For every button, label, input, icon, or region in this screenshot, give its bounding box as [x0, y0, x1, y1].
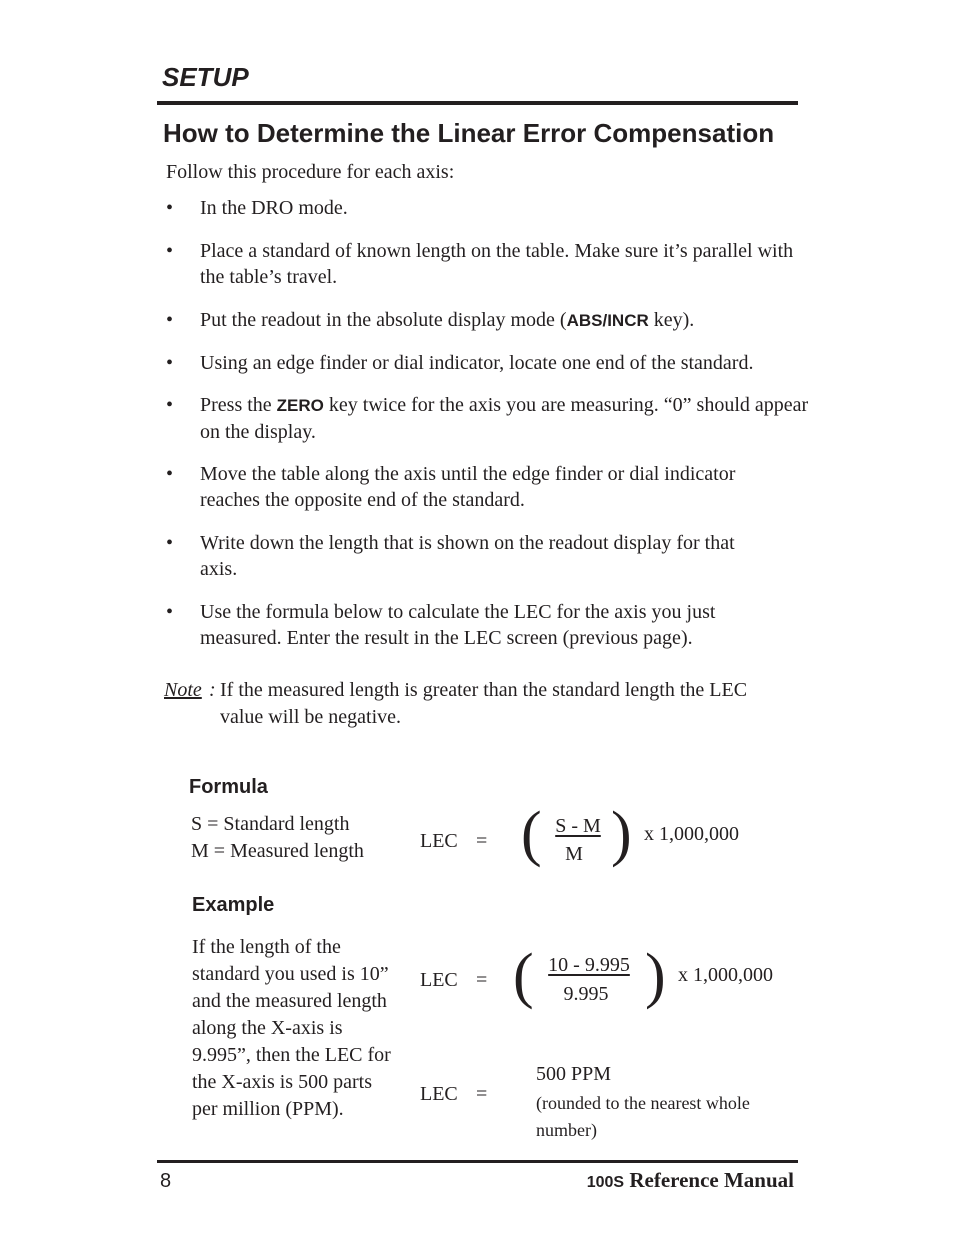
example-paren-close: ): [645, 942, 666, 1010]
manual-title-text: Reference Manual: [624, 1168, 794, 1192]
bullet-glyph: •: [166, 352, 174, 374]
formula-lec-label: LEC: [420, 830, 458, 852]
zero-key: ZERO: [276, 396, 324, 415]
bullet-glyph: •: [166, 532, 174, 554]
formula-denominator: M: [565, 843, 583, 865]
note-colon: :: [209, 679, 216, 701]
page-number: 8: [160, 1170, 172, 1192]
page-title: How to Determine the Linear Error Compensation: [163, 118, 775, 148]
example-multiplier: x 1,000,000: [678, 964, 773, 986]
result-lec-label: LEC: [420, 1083, 458, 1105]
formula-def-s: S = Standard length: [191, 813, 350, 835]
step-text: Use the formula below to calculate the LEC for the axis you just measured. Enter the result in the LEC screen (previous page).: [200, 601, 716, 649]
result-note: (rounded to the nearest whole number): [536, 1093, 750, 1140]
formula-paren-close: ): [611, 800, 632, 868]
example-heading: Example: [192, 894, 275, 916]
intro-text: Follow this procedure for each axis:: [166, 161, 455, 183]
step-text: Press the ZERO key twice for the axis you are measuring. “0” should appear on the display.: [200, 394, 809, 443]
footer-rule: [157, 1160, 798, 1163]
abs-incr-key: ABS/INCR: [566, 311, 649, 330]
formula-def-m: M = Measured length: [191, 840, 364, 862]
formula-equals: =: [476, 830, 488, 852]
step-text: Put the readout in the absolute display mode (ABS/INCR key).: [200, 309, 695, 331]
step-text: Move the table along the axis until the edge finder or dial indicator reaches the opposite end of the standard.: [200, 463, 736, 511]
section-label: SETUP: [162, 62, 249, 92]
header-rule: [157, 101, 798, 105]
formula-multiplier: x 1,000,000: [644, 823, 739, 845]
step-text: Using an edge finder or dial indicator, locate one end of the standard.: [200, 352, 754, 374]
example-lec-label: LEC: [420, 969, 458, 991]
formula-paren-open: (: [521, 800, 542, 868]
bullet-glyph: •: [166, 240, 174, 262]
formula-heading: Formula: [189, 776, 268, 798]
step-text: Place a standard of known length on the table. Make sure it’s parallel with the table’s travel.: [200, 240, 794, 288]
bullet-glyph: •: [166, 309, 174, 331]
bullet-glyph: •: [166, 601, 174, 623]
result-equals: =: [476, 1083, 488, 1105]
bullet-glyph: •: [166, 394, 174, 416]
note-text: If the measured length is greater than the standard length the LEC value will be negative.: [220, 679, 748, 728]
example-paren-open: (: [513, 942, 534, 1010]
step-text: Write down the length that is shown on the readout display for that axis.: [200, 532, 735, 580]
manual-title: [587, 1168, 794, 1193]
example-description: If the length of the standard you used is 10” and the measured length along the X-axis is 9.995”, then the LEC for the X-axis is 500 parts per million (PPM).: [192, 936, 391, 1120]
bullet-glyph: •: [166, 463, 174, 485]
example-equals: =: [476, 969, 488, 991]
model-name: 100S: [586, 1174, 625, 1191]
formula-numerator: S - M: [555, 815, 601, 837]
step-text: In the DRO mode.: [200, 197, 348, 219]
bullet-glyph: •: [166, 197, 174, 219]
result-value: 500 PPM: [536, 1063, 612, 1085]
note-label: Note: [164, 679, 202, 701]
example-numerator: 10 - 9.995: [548, 954, 630, 976]
example-denominator: 9.995: [563, 983, 609, 1005]
